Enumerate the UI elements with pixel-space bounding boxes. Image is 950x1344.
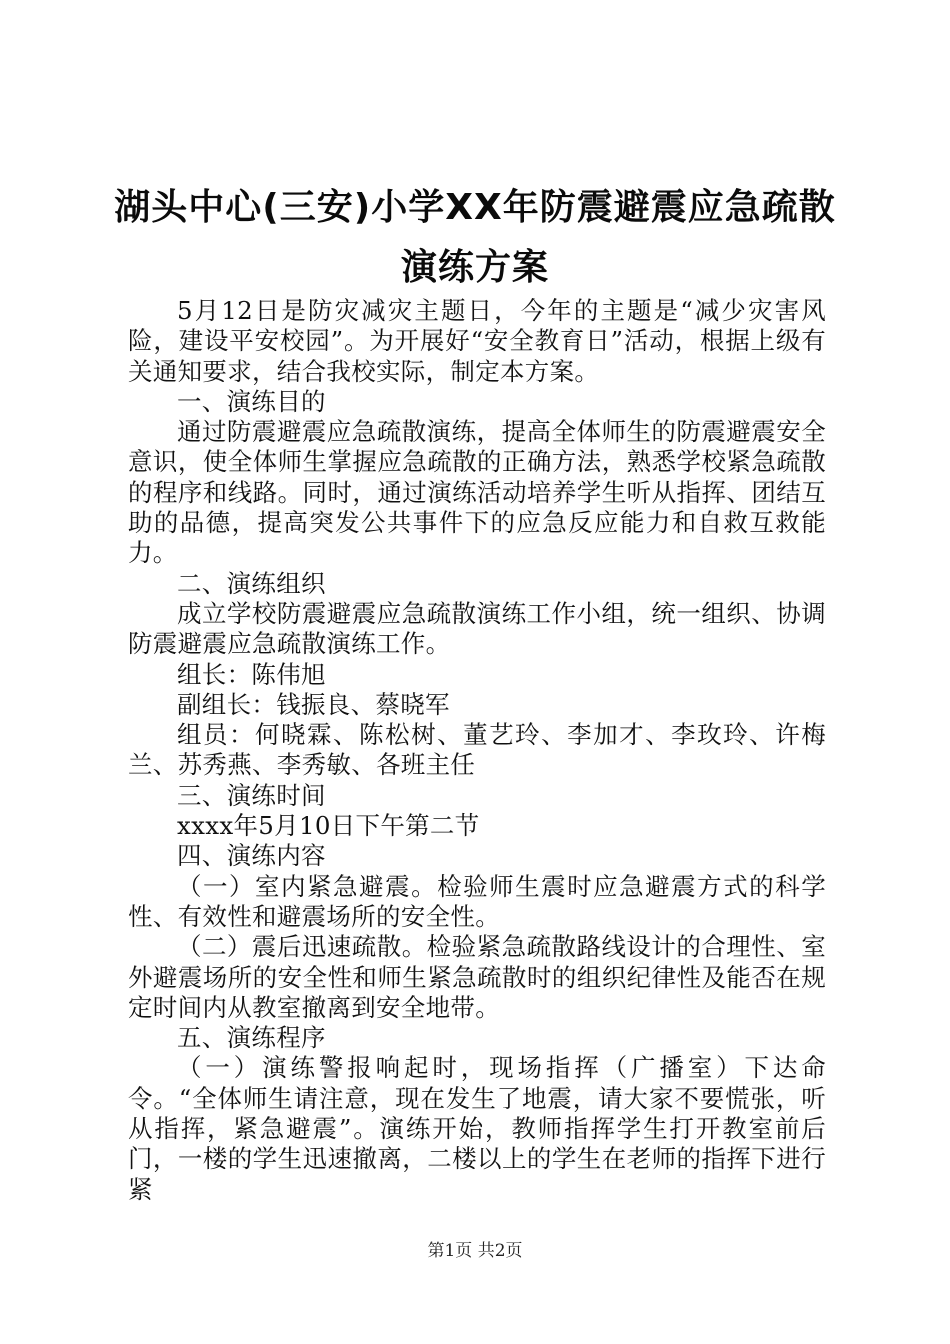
page-footer: 第1页 共2页	[427, 1241, 523, 1261]
organization-paragraph: 成立学校防震避震应急疏散演练工作小组，统一组织、协调防震避震应急疏散演练工作。	[128, 598, 826, 659]
intro-paragraph: 5月12日是防灾减灾主题日，今年的主题是“减少灾害风险，建设平安校园”。为开展好“安全教育日”活动，根据上级有关通知要求，结合我校实际，制定本方案。	[128, 296, 826, 386]
section-heading-procedure: 五、演练程序	[177, 1023, 326, 1053]
content-item-2: （二）震后迅速疏散。检验紧急疏散路线设计的合理性、室外避震场所的安全性和师生紧急疏散时的组织纪律性及能否在规定时间内从教室撤离到安全地带。	[128, 932, 826, 1022]
document-title-line-1: 湖头中心(三安)小学XX年防震避震应急疏散	[114, 187, 836, 228]
team-members: 组员：何晓霖、陈松树、董艺玲、李加才、李玫玲、许梅兰、苏秀燕、李秀敏、各班主任	[128, 720, 826, 780]
document-body	[128, 296, 826, 1205]
section-heading-content: 四、演练内容	[177, 841, 326, 871]
drill-time: xxxx年5月10日下午第二节	[177, 811, 480, 841]
document-title-line-2: 演练方案	[400, 247, 549, 288]
deputy-team-leader: 副组长：钱振良、蔡晓军	[177, 689, 450, 719]
section-heading-time: 三、演练时间	[177, 780, 326, 810]
purpose-paragraph: 通过防震避震应急疏散演练，提高全体师生的防震避震安全意识，使全体师生掌握应急疏散的正确方法，熟悉学校紧急疏散的程序和线路。同时，通过演练活动培养学生听从指挥、团结互助的品德，提高突发公共事件下的应急反应能力和自救互救能力。	[128, 417, 826, 568]
team-leader: 组长：陈伟旭	[177, 659, 326, 689]
section-heading-organization: 二、演练组织	[177, 568, 326, 598]
content-item-1: （一）室内紧急避震。检验师生震时应急避震方式的科学性、有效性和避震场所的安全性。	[128, 871, 826, 931]
section-heading-purpose: 一、演练目的	[177, 386, 326, 416]
procedure-item-1: （一）演练警报响起时，现场指挥（广播室）下达命令。“全体师生请注意，现在发生了地震，请大家不要慌张，听从指挥，紧急避震”。演练开始，教师指挥学生打开教室前后门，一楼的学生迅速撤离，二楼以上的学生在老师的指挥下进行紧	[128, 1053, 826, 1204]
